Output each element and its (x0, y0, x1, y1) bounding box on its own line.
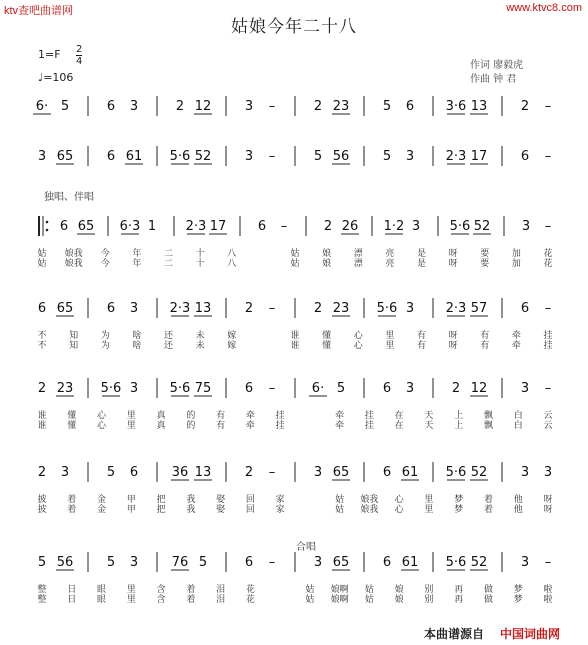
lyric-syllable: 是 (416, 259, 427, 269)
lyric-syllable: 有 (480, 331, 490, 341)
jianpu-note: 2·3 (169, 301, 191, 316)
lyric-syllable: 娘啊 (330, 595, 349, 605)
jianpu-note: 3 (129, 301, 139, 316)
lyric-syllable: 年 (132, 259, 142, 269)
jianpu-note: 6 (382, 555, 392, 570)
jianpu-note: 56 (56, 555, 74, 570)
lyric-syllable: 挂 (275, 411, 285, 421)
lyric-syllable: 着 (483, 505, 493, 515)
jianpu-note: 5 (60, 99, 70, 114)
lyric-syllable: 亮 (385, 259, 395, 269)
jianpu-note: 13 (194, 301, 212, 316)
lyric-syllable: 披 (37, 505, 47, 515)
lyric-syllable: 呀 (448, 341, 458, 351)
lyric-syllable: 娘我 (64, 249, 83, 259)
lyric-syllable: 整 (37, 585, 47, 595)
lyric-syllable: 真 (156, 421, 166, 431)
lyric-syllable: 呀 (448, 259, 458, 269)
jianpu-note: 5 (382, 99, 392, 114)
jianpu-note: 52 (194, 149, 212, 164)
jianpu-note: 3 (60, 465, 70, 480)
jianpu-note: 56 (332, 149, 350, 164)
jianpu-note: 6 (106, 99, 116, 114)
lyricist-credit: 作词 廖毅虎 (470, 60, 524, 71)
jianpu-note: 65 (77, 219, 95, 234)
watermark-left: ktv查吧曲谱网 (4, 5, 74, 17)
footer-source-label: 本曲谱源自 (424, 627, 485, 641)
lyric-syllable: 啥 (132, 341, 142, 351)
jianpu-note: – (268, 465, 276, 480)
lyric-syllable: 姑 (335, 505, 345, 515)
jianpu-note: – (268, 301, 276, 316)
lyric-syllable: 十 (195, 259, 205, 269)
jianpu-note: 65 (56, 301, 74, 316)
lyric-syllable: 娘 (394, 585, 404, 595)
lyric-syllable: 姑 (335, 495, 345, 505)
lyric-syllable: 呀 (448, 331, 458, 341)
jianpu-note: 61 (401, 555, 419, 570)
lyric-syllable: 梦 (513, 595, 523, 605)
lyric-syllable: 牵 (511, 341, 521, 351)
time-sig-denominator: 4 (76, 56, 83, 67)
lyric-syllable: 姑 (37, 259, 47, 269)
jianpu-note: 3 (244, 99, 254, 114)
lyric-syllable: 娘啊 (330, 585, 349, 595)
lyric-syllable: 梦 (454, 505, 464, 515)
lyric-syllable: 姑 (290, 259, 300, 269)
jianpu-note: 6 (244, 381, 254, 396)
lyric-syllable: 里 (126, 595, 136, 605)
jianpu-note: 3 (405, 149, 415, 164)
jianpu-note: 26 (341, 219, 359, 234)
jianpu-note: 2·3 (445, 301, 467, 316)
lyric-syllable: 牵 (511, 331, 521, 341)
jianpu-note: 5·6 (169, 381, 191, 396)
jianpu-note: 2·3 (185, 219, 207, 234)
jianpu-note: 3 (129, 99, 139, 114)
lyric-syllable: 二 (163, 249, 174, 259)
jianpu-note: 65 (332, 465, 350, 480)
time-sig-numerator: 2 (76, 44, 83, 55)
lyric-syllable: 心 (97, 411, 107, 421)
lyric-syllable: 娘 (322, 259, 332, 269)
lyric-syllable: 我 (186, 495, 196, 505)
repeat-dot (46, 221, 49, 224)
jianpu-note: 2 (175, 99, 185, 114)
jianpu-note: 5·6 (445, 465, 467, 480)
lyric-syllable: 啦 (543, 595, 553, 605)
jianpu-note: 6 (382, 381, 392, 396)
jianpu-note: – (268, 149, 276, 164)
lyric-syllable: 姑 (364, 595, 374, 605)
lyric-syllable: 花 (543, 259, 553, 269)
jianpu-note: 3 (405, 301, 415, 316)
jianpu-note: 1 (147, 219, 157, 234)
lyric-syllable: 有 (416, 331, 427, 341)
lyric-syllable: 着 (67, 505, 77, 515)
lyric-syllable: 有 (416, 341, 427, 351)
lyric-syllable: 的 (186, 411, 196, 421)
lyric-syllable: 漂 (353, 249, 363, 259)
lyric-syllable: 漂 (353, 259, 363, 269)
jianpu-note: 5 (37, 555, 47, 570)
lyric-syllable: 他 (513, 505, 523, 515)
jianpu-note: 5·6 (376, 301, 398, 316)
lyric-syllable: 有 (216, 411, 226, 421)
lyric-syllable: 披 (37, 495, 47, 505)
lyric-syllable: 懂 (67, 421, 77, 431)
jianpu-note: – (268, 381, 276, 396)
lyric-syllable: 飘 (483, 421, 493, 431)
jianpu-note: 5 (382, 149, 392, 164)
jianpu-note: 76 (171, 555, 189, 570)
lyric-syllable: 谁 (290, 341, 300, 351)
lyric-syllable: 含 (156, 595, 166, 605)
jianpu-note: 3 (313, 465, 323, 480)
jianpu-note: 3·6 (445, 99, 467, 114)
lyric-syllable: 姑 (37, 249, 47, 259)
jianpu-note: 2 (244, 301, 254, 316)
lyric-syllable: 日 (67, 585, 77, 595)
jianpu-note: – (544, 555, 552, 570)
jianpu-note: 3 (521, 219, 531, 234)
jianpu-note: 3 (405, 381, 415, 396)
lyric-syllable: 十 (195, 249, 205, 259)
lyric-syllable: 天 (424, 421, 434, 431)
jianpu-note: – (280, 219, 288, 234)
jianpu-note: 2 (37, 381, 47, 396)
lyric-syllable: 甲 (126, 495, 136, 505)
lyric-syllable: 日 (67, 595, 77, 605)
lyric-syllable: 不 (37, 341, 47, 351)
lyric-syllable: 八 (227, 249, 237, 259)
jianpu-note: 6 (405, 99, 415, 114)
lyric-syllable: 呀 (543, 495, 553, 505)
lyric-syllable: 知 (69, 331, 79, 341)
lyric-syllable: 还 (163, 331, 174, 341)
lyric-syllable: 姑 (305, 595, 315, 605)
jianpu-note: 6 (257, 219, 267, 234)
lyric-syllable: 懂 (67, 411, 77, 421)
lyric-syllable: 谁 (37, 411, 47, 421)
lyric-syllable: 里 (126, 411, 136, 421)
lyric-syllable: 二 (163, 259, 174, 269)
lyric-syllable: 别 (424, 595, 434, 605)
lyric-syllable: 心 (394, 505, 404, 515)
jianpu-note: 6 (520, 149, 530, 164)
jianpu-note: 3 (520, 465, 530, 480)
lyric-syllable: 着 (186, 585, 196, 595)
jianpu-note: 5·6 (445, 555, 467, 570)
lyric-syllable: 今 (100, 249, 110, 259)
jianpu-note: 6 (59, 219, 69, 234)
lyric-syllable: 里 (126, 585, 136, 595)
jianpu-note: 6 (106, 301, 116, 316)
lyric-syllable: 着 (483, 495, 493, 505)
lyric-syllable: 娘我 (64, 259, 83, 269)
jianpu-note: – (268, 555, 276, 570)
jianpu-note: 2 (323, 219, 333, 234)
lyric-syllable: 里 (424, 495, 434, 505)
lyric-syllable: 懂 (322, 331, 332, 341)
jianpu-note: 75 (194, 381, 212, 396)
jianpu-note: 6 (520, 301, 530, 316)
jianpu-note: 65 (56, 149, 74, 164)
lyric-syllable: 把 (156, 505, 166, 515)
lyric-syllable: 泪 (216, 595, 226, 605)
jianpu-note: 3 (244, 149, 254, 164)
jianpu-note: 23 (56, 381, 74, 396)
jianpu-note: 52 (470, 465, 488, 480)
jianpu-note: 61 (125, 149, 143, 164)
lyric-syllable: 甲 (126, 505, 136, 515)
footer-source-site: 中国词曲网 (500, 627, 561, 641)
lyric-syllable: 白 (513, 411, 523, 421)
lyric-syllable: 里 (126, 421, 136, 431)
lyric-syllable: 再 (454, 585, 464, 595)
lyric-syllable: 知 (69, 341, 79, 351)
section-marker-solo: 独唱、伴唱 (44, 192, 94, 203)
key-signature: 1=F (38, 48, 61, 61)
jianpu-note: 6 (106, 149, 116, 164)
lyric-syllable: 整 (37, 595, 47, 605)
jianpu-note: 3 (129, 381, 139, 396)
jianpu-note: 6 (244, 555, 254, 570)
lyric-syllable: 娘 (322, 249, 332, 259)
lyric-syllable: 年 (132, 249, 142, 259)
lyric-syllable: 着 (67, 495, 77, 505)
jianpu-note: 2 (313, 99, 323, 114)
jianpu-note: 5·6 (100, 381, 122, 396)
lyric-syllable: 在 (394, 421, 404, 431)
jianpu-note: – (544, 149, 552, 164)
lyric-syllable: 牵 (245, 421, 255, 431)
jianpu-note: 13 (194, 465, 212, 480)
jianpu-note: 23 (332, 301, 350, 316)
jianpu-note: 5 (313, 149, 323, 164)
jianpu-note: 6· (311, 381, 325, 396)
lyric-syllable: 家 (275, 505, 285, 515)
jianpu-note: 3 (129, 555, 139, 570)
lyric-syllable: 泪 (216, 585, 226, 595)
lyric-syllable: 花 (543, 249, 553, 259)
jianpu-note: 5·6 (449, 219, 471, 234)
jianpu-note: 6 (37, 301, 47, 316)
lyric-syllable: 含 (156, 585, 166, 595)
lyric-syllable: 嫁 (227, 331, 237, 341)
lyric-syllable: 牵 (245, 411, 255, 421)
lyric-syllable: 今 (100, 259, 110, 269)
lyric-syllable: 啥 (132, 331, 142, 341)
jianpu-note: 3 (411, 219, 421, 234)
lyric-syllable: 的 (186, 421, 196, 431)
jianpu-note: 12 (470, 381, 488, 396)
jianpu-note: 5 (336, 381, 346, 396)
lyric-syllable: 上 (454, 411, 464, 421)
lyric-syllable: 挂 (364, 411, 374, 421)
jianpu-note: 12 (194, 99, 212, 114)
jianpu-note: 65 (332, 555, 350, 570)
jianpu-note: 6 (129, 465, 139, 480)
song-title: 姑娘今年二十八 (231, 17, 357, 37)
jianpu-note: 3 (37, 149, 47, 164)
lyric-syllable: 上 (454, 421, 464, 431)
jianpu-note: 2 (520, 99, 530, 114)
lyric-syllable: 挂 (543, 341, 553, 351)
jianpu-note: 3 (520, 381, 530, 396)
jianpu-note: 36 (171, 465, 189, 480)
jianpu-note: 3 (543, 465, 553, 480)
jianpu-note: – (268, 99, 276, 114)
lyric-syllable: 加 (511, 259, 521, 269)
lyric-syllable: 挂 (275, 421, 285, 431)
lyric-syllable: 为 (100, 341, 110, 351)
lyric-syllable: 做 (483, 585, 493, 595)
tempo-value: =106 (43, 71, 74, 84)
lyric-syllable: 我 (186, 505, 196, 515)
jianpu-note: 17 (470, 149, 488, 164)
lyric-syllable: 云 (543, 411, 553, 421)
lyric-syllable: 八 (227, 259, 237, 269)
lyric-syllable: 把 (156, 495, 166, 505)
lyric-syllable: 在 (394, 411, 404, 421)
jianpu-note: 5 (106, 555, 116, 570)
jianpu-note: 6 (382, 465, 392, 480)
lyric-syllable: 娶 (216, 495, 226, 505)
lyric-syllable: 是 (416, 249, 427, 259)
jianpu-note: 57 (470, 301, 488, 316)
lyric-syllable: 着 (186, 595, 196, 605)
composer-credit: 作曲 钟 君 (470, 74, 517, 85)
lyric-syllable: 挂 (364, 421, 374, 431)
jianpu-note: 52 (473, 219, 491, 234)
lyric-syllable: 懂 (322, 341, 332, 351)
lyric-syllable: 眼 (97, 595, 107, 605)
lyric-syllable: 云 (543, 421, 553, 431)
lyric-syllable: 姑 (364, 585, 374, 595)
jianpu-note: 2·3 (445, 149, 467, 164)
lyric-syllable: 做 (483, 595, 493, 605)
jianpu-note: 52 (470, 555, 488, 570)
lyric-syllable: 心 (394, 495, 404, 505)
jianpu-note: 2 (244, 465, 254, 480)
lyric-syllable: 娘 (394, 595, 404, 605)
jianpu-note: 13 (470, 99, 488, 114)
jianpu-note: 3 (313, 555, 323, 570)
lyric-syllable: 心 (353, 341, 363, 351)
lyric-syllable: 牵 (335, 421, 345, 431)
jianpu-note: 5 (106, 465, 116, 480)
jianpu-note: 2 (37, 465, 47, 480)
lyric-syllable: 里 (385, 341, 395, 351)
lyric-syllable: 金 (97, 495, 107, 505)
lyric-syllable: 梦 (513, 585, 523, 595)
lyric-syllable: 白 (513, 421, 523, 431)
lyric-syllable: 谁 (37, 421, 47, 431)
jianpu-note: 3 (520, 555, 530, 570)
jianpu-note: 17 (209, 219, 227, 234)
lyric-syllable: 花 (245, 585, 255, 595)
lyric-syllable: 未 (195, 331, 205, 341)
lyric-syllable: 心 (97, 421, 107, 431)
lyric-syllable: 家 (275, 495, 285, 505)
watermark-right: www.ktvc8.com (506, 2, 582, 14)
jianpu-note: 2 (451, 381, 461, 396)
lyric-syllable: 啦 (543, 585, 553, 595)
lyric-syllable: 娘我 (360, 505, 379, 515)
lyric-syllable: 不 (37, 331, 47, 341)
jianpu-note: 5 (198, 555, 208, 570)
jianpu-note: – (544, 301, 552, 316)
lyric-syllable: 要 (480, 249, 490, 259)
section-marker-chorus: 合唱 (296, 542, 316, 553)
lyric-syllable: 嫁 (227, 341, 237, 351)
lyric-syllable: 花 (245, 595, 255, 605)
lyric-syllable: 眼 (97, 585, 107, 595)
lyric-syllable: 里 (424, 505, 434, 515)
lyric-syllable: 娘我 (360, 495, 379, 505)
jianpu-note: 5·6 (169, 149, 191, 164)
lyric-syllable: 为 (100, 331, 110, 341)
lyric-syllable: 别 (424, 585, 434, 595)
lyric-syllable: 姑 (305, 585, 315, 595)
lyric-syllable: 真 (156, 411, 166, 421)
note-icon: ♩ (38, 71, 44, 84)
jianpu-note: 61 (401, 465, 419, 480)
jianpu-note: 2 (313, 301, 323, 316)
lyric-syllable: 金 (97, 505, 107, 515)
lyric-syllable: 飘 (483, 411, 493, 421)
lyric-syllable: 姑 (290, 249, 300, 259)
lyric-syllable: 有 (216, 421, 226, 431)
lyric-syllable: 呀 (448, 249, 458, 259)
lyric-syllable: 还 (163, 341, 174, 351)
lyric-syllable: 未 (195, 341, 205, 351)
jianpu-note: 1·2 (383, 219, 405, 234)
lyric-syllable: 加 (511, 249, 521, 259)
lyric-syllable: 天 (424, 411, 434, 421)
lyric-syllable: 谁 (290, 331, 300, 341)
repeat-dot (46, 229, 49, 232)
lyric-syllable: 再 (454, 595, 464, 605)
lyric-syllable: 亮 (385, 249, 395, 259)
lyric-syllable: 回 (245, 495, 255, 505)
lyric-syllable: 回 (245, 505, 255, 515)
lyric-syllable: 梦 (454, 495, 464, 505)
lyric-syllable: 呀 (543, 505, 553, 515)
jianpu-note: – (544, 219, 552, 234)
jianpu-note: 23 (332, 99, 350, 114)
lyric-syllable: 挂 (543, 331, 553, 341)
lyric-syllable: 娶 (216, 505, 226, 515)
jianpu-note: 6·3 (119, 219, 141, 234)
lyric-syllable: 要 (480, 259, 490, 269)
jianpu-note: – (544, 99, 552, 114)
lyric-syllable: 心 (353, 331, 363, 341)
lyric-syllable: 里 (385, 331, 395, 341)
jianpu-note: – (544, 381, 552, 396)
lyric-syllable: 牵 (335, 411, 345, 421)
jianpu-note: 6· (35, 99, 49, 114)
lyric-syllable: 他 (513, 495, 523, 505)
lyric-syllable: 有 (480, 341, 490, 351)
